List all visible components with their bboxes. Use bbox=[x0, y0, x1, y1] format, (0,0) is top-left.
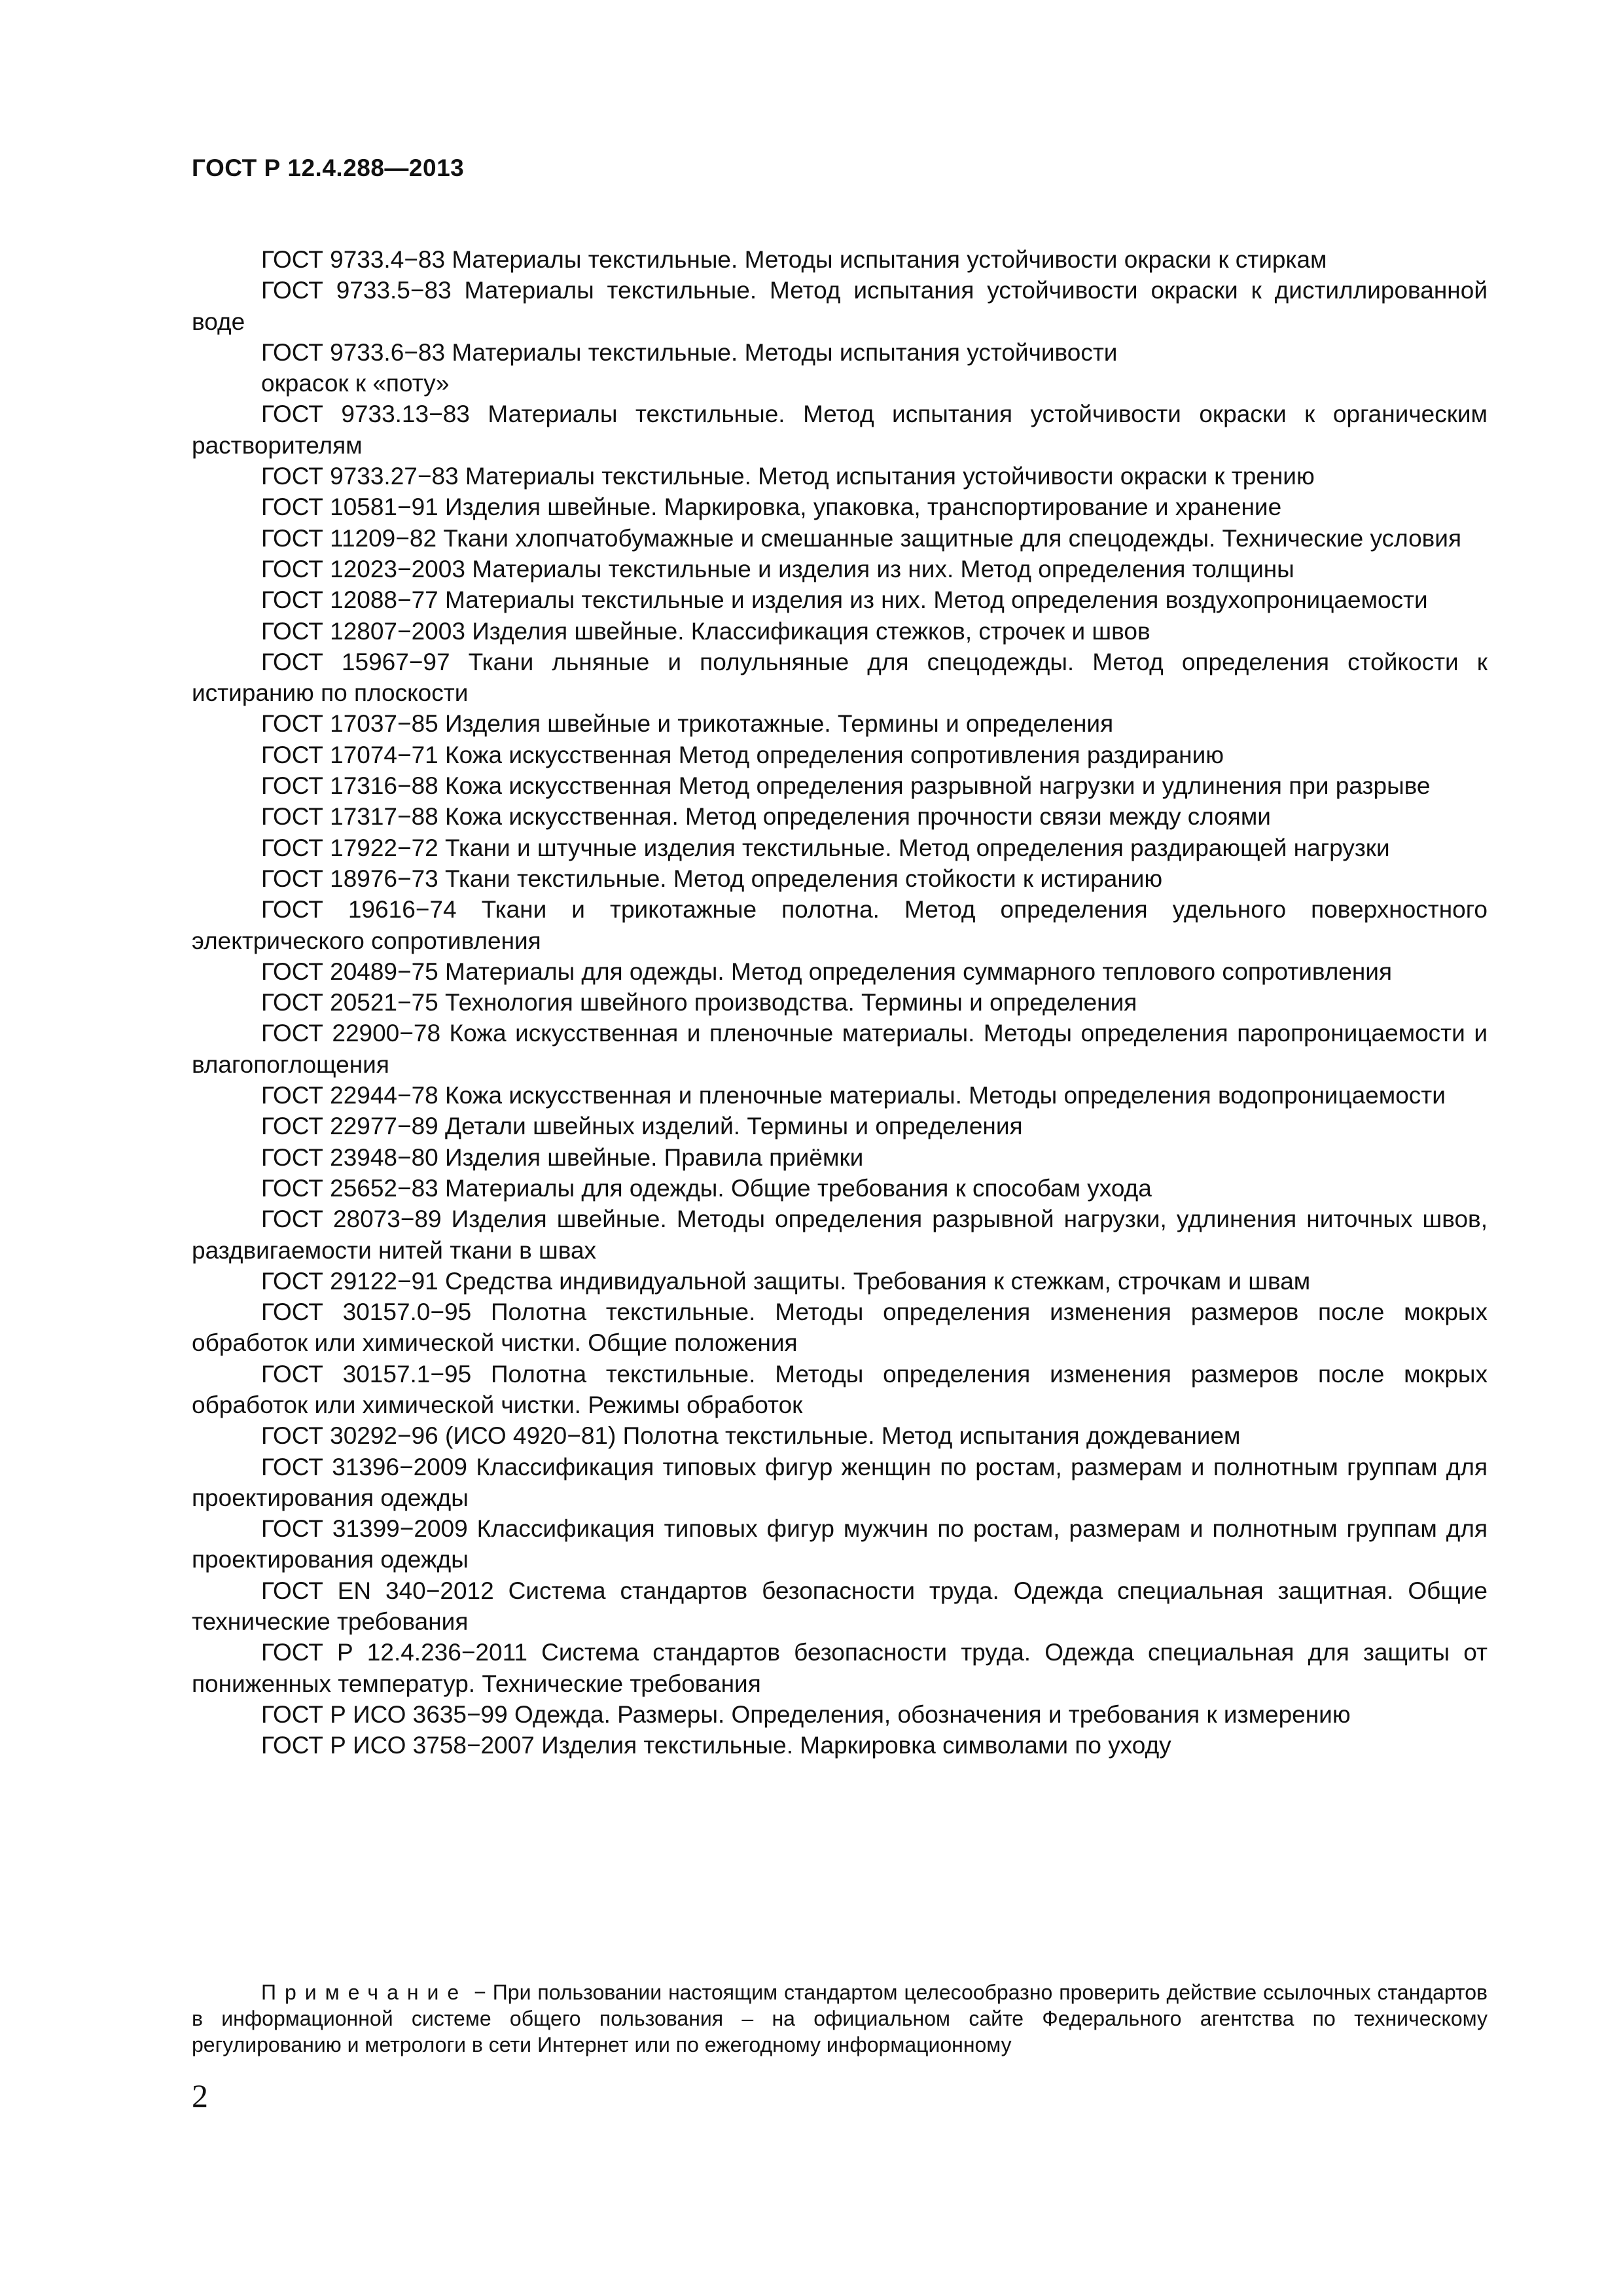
reference-item: ГОСТ 12088−77 Материалы текстильные и изделия из них. Метод определения воздухопроницаемости bbox=[261, 586, 1428, 614]
reference-item: ГОСТ 31396−2009 Классификация типовых фигур женщин по ростам, размерам и полнотным группам для проектирования одежды bbox=[192, 1453, 1488, 1511]
reference-item: ГОСТ Р ИСО 3635−99 Одежда. Размеры. Определения, обозначения и требования к измерению bbox=[261, 1700, 1351, 1728]
reference-item: ГОСТ 30157.1−95 Полотна текстильные. Методы определения изменения размеров после мокрых обработок или химической чистки. Режимы обработок bbox=[192, 1360, 1488, 1418]
reference-item: ГОСТ 19616−74 Ткани и трикотажные полотна. Метод определения удельного поверхностного электрического сопротивления bbox=[192, 896, 1488, 954]
reference-item: ГОСТ 17316−88 Кожа искусственная Метод определения разрывной нагрузки и удлинения при разрыве bbox=[261, 772, 1431, 800]
reference-item: ГОСТ Р 12.4.236−2011 Система стандартов безопасности труда. Одежда специальная для защиты от пониженных температур. Технические требования bbox=[192, 1639, 1488, 1697]
reference-item: ГОСТ 20521−75 Технология швейного производства. Термины и определения bbox=[261, 989, 1137, 1016]
reference-item: ГОСТ 15967−97 Ткани льняные и полульняные для спецодежды. Метод определения стойкости к истиранию по плоскости bbox=[192, 648, 1488, 707]
reference-item: ГОСТ EN 340−2012 Система стандартов безопасности труда. Одежда специальная защитная. Общие технические требования bbox=[192, 1577, 1488, 1636]
reference-item: ГОСТ 12807−2003 Изделия швейные. Классификация стежков, строчек и швов bbox=[261, 617, 1150, 645]
reference-item: ГОСТ 9733.5−83 Материалы текстильные. Метод испытания устойчивости окраски к дистиллированной воде bbox=[192, 277, 1488, 335]
reference-item: ГОСТ 22977−89 Детали швейных изделий. Термины и определения bbox=[261, 1113, 1023, 1140]
reference-item: ГОСТ 9733.27−83 Материалы текстильные. Метод испытания устойчивости окраски к трению bbox=[261, 463, 1315, 490]
reference-item: ГОСТ 22900−78 Кожа искусственная и пленочные материалы. Методы определения паропроницаемости и влагопоглощения bbox=[192, 1020, 1488, 1078]
reference-item: ГОСТ 17074−71 Кожа искусственная Метод определения сопротивления раздиранию bbox=[261, 741, 1224, 768]
reference-item: ГОСТ 25652−83 Материалы для одежды. Общие требования к способам ухода bbox=[261, 1174, 1152, 1202]
reference-item: ГОСТ 20489−75 Материалы для одежды. Метод определения суммарного теплового сопротивления bbox=[261, 958, 1393, 985]
reference-item: ГОСТ 10581−91 Изделия швейные. Маркировка, упаковка, транспортирование и хранение bbox=[261, 493, 1282, 521]
reference-item: ГОСТ 31399−2009 Классификация типовых фигур мужчин по ростам, размерам и полнотным группам для проектирования одежды bbox=[192, 1515, 1488, 1573]
reference-item: ГОСТ 17922−72 Ткани и штучные изделия текстильные. Метод определения раздирающей нагрузки bbox=[261, 834, 1390, 861]
reference-item: ГОСТ Р ИСО 3758−2007 Изделия текстильные. Маркировка символами по уходу bbox=[261, 1732, 1171, 1759]
reference-item: ГОСТ 18976−73 Ткани текстильные. Метод определения стойкости к истиранию bbox=[261, 865, 1163, 892]
page-number: 2 bbox=[192, 2077, 208, 2114]
reference-item: окрасок к «поту» bbox=[261, 370, 450, 397]
reference-item: ГОСТ 17317−88 Кожа искусственная. Метод определения прочности связи между слоями bbox=[261, 803, 1271, 831]
reference-item: ГОСТ 30157.0−95 Полотна текстильные. Методы определения изменения размеров после мокрых обработок или химической чистки. Общие положения bbox=[192, 1299, 1488, 1357]
reference-item: ГОСТ 23948−80 Изделия швейные. Правила приёмки bbox=[261, 1143, 864, 1171]
reference-item: ГОСТ 17037−85 Изделия швейные и трикотажные. Термины и определения bbox=[261, 710, 1114, 738]
reference-item: ГОСТ 11209−82 Ткани хлопчатобумажные и смешанные защитные для спецодежды. Технические условия bbox=[261, 524, 1462, 552]
note-text: − При пользовании настоящим стандартом целесообразно проверить действие ссылочных стандартов в информационной системе общего пользования – на официальном сайте Федерального агентства по техническому регулированию и метрологи в сети Интернет или по ежегодному информационному bbox=[192, 1981, 1488, 2056]
reference-item: ГОСТ 12023−2003 Материалы текстильные и изделия из них. Метод определения толщины bbox=[261, 555, 1294, 583]
normative-references-list bbox=[192, 244, 1488, 1761]
reference-item: ГОСТ 29122−91 Средства индивидуальной защиты. Требования к стежкам, строчкам и швам bbox=[261, 1267, 1311, 1295]
reference-item: ГОСТ 30292−96 (ИСО 4920−81) Полотна текстильные. Метод испытания дождеванием bbox=[261, 1422, 1241, 1450]
reference-item: ГОСТ 9733.6−83 Материалы текстильные. Методы испытания устойчивости bbox=[261, 338, 1118, 366]
reference-item: ГОСТ 22944−78 Кожа искусственная и пленочные материалы. Методы определения водопроницаемости bbox=[261, 1082, 1446, 1109]
reference-item: ГОСТ 9733.4−83 Материалы текстильные. Методы испытания устойчивости окраски к стиркам bbox=[261, 246, 1327, 273]
note-paragraph bbox=[192, 1979, 1488, 2058]
reference-item: ГОСТ 28073−89 Изделия швейные. Методы определения разрывной нагрузки, удлинения ниточных швов, раздвигаемости нитей ткани в швах bbox=[192, 1206, 1488, 1264]
reference-item: ГОСТ 9733.13−83 Материалы текстильные. Метод испытания устойчивости окраски к органическим растворителям bbox=[192, 401, 1488, 459]
note-label: Примечание bbox=[261, 1981, 468, 2004]
document-header: ГОСТ Р 12.4.288—2013 bbox=[192, 154, 465, 181]
